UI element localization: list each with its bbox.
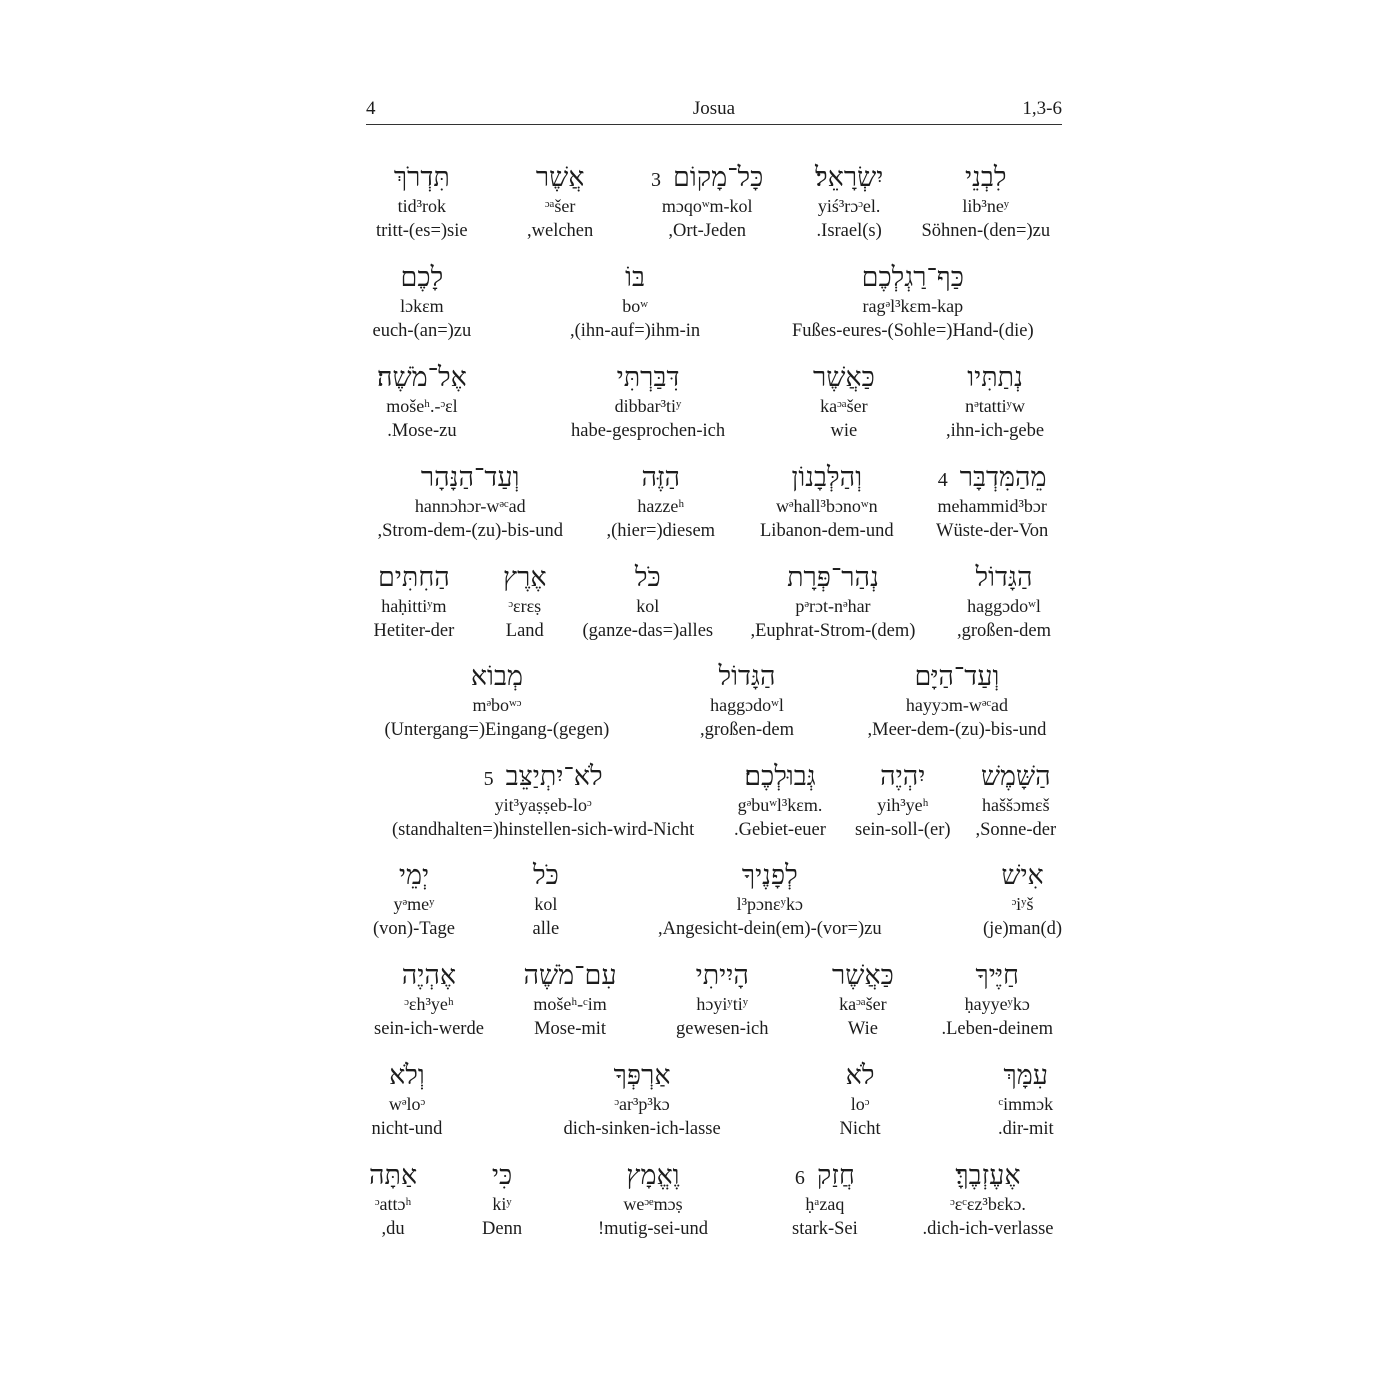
german-gloss: !mutig-sei-und xyxy=(598,1219,708,1239)
word-unit xyxy=(583,560,714,644)
hebrew-word: אֶרֶץ xyxy=(503,562,547,592)
word-unit xyxy=(792,260,1034,344)
hebrew-word: אַתָּה xyxy=(369,1160,418,1190)
transliteration: mošeʰ-ᶜim xyxy=(533,994,607,1014)
word-unit xyxy=(658,858,882,942)
word-unit xyxy=(813,360,875,444)
interlinear-row xyxy=(366,1058,1062,1150)
transliteration: yiś³rɔᵓel. xyxy=(817,196,881,216)
german-gloss: ,(ihn-auf=)ihm-in xyxy=(570,321,701,341)
word-unit xyxy=(377,360,467,444)
hebrew-word: אַרְפְּךָ xyxy=(613,1060,671,1090)
word-unit xyxy=(922,160,1051,244)
transliteration: ḥᵃzaq xyxy=(805,1194,845,1214)
transliteration: hannɔhɔr-wᵊᶜad xyxy=(414,496,526,516)
german-gloss: Land xyxy=(505,621,544,641)
interlinear-row xyxy=(366,759,1062,851)
transliteration: ᵓattɔʰ xyxy=(374,1194,412,1214)
interlinear-row xyxy=(366,1158,1062,1250)
german-gloss: Mose-mit xyxy=(534,1019,607,1039)
transliteration: kaᵓᵃšer xyxy=(820,396,868,416)
transliteration: lib³neʸ xyxy=(962,196,1010,216)
german-gloss: ,großen-dem xyxy=(700,720,795,740)
hebrew-word: לִבְנֵי xyxy=(965,162,1007,192)
transliteration: mošeʰ.-ᵓɛl xyxy=(386,396,458,416)
german-gloss: dich-sinken-ich-lasse xyxy=(563,1119,721,1139)
german-gloss: Nicht xyxy=(839,1119,881,1139)
german-gloss: (je)man(d) xyxy=(983,919,1063,939)
transliteration: mehammid³bɔr xyxy=(937,496,1047,516)
book-title: Josua xyxy=(692,98,736,119)
transliteration: boʷ xyxy=(622,296,648,316)
german-gloss: (Untergang=)Eingang-(gegen) xyxy=(384,720,610,740)
word-unit xyxy=(700,659,794,743)
transliteration: weᵓᵉmɔṣ xyxy=(623,1194,683,1214)
chapter-verse-reference: 1,3-6 xyxy=(1022,98,1062,119)
hebrew-word: כֹּל xyxy=(634,562,661,592)
german-gloss: nicht-und xyxy=(371,1119,443,1139)
hebrew-word: הַשָּׁמֶשׁ xyxy=(980,761,1051,791)
german-gloss: Denn xyxy=(482,1219,523,1239)
german-gloss: ,Ort-Jeden xyxy=(668,221,746,241)
transliteration: mᵊboʷᵓ xyxy=(472,695,522,715)
german-gloss: Söhnen-(den=)zu xyxy=(921,221,1051,241)
german-gloss: ,Euphrat-Strom-(dem) xyxy=(750,621,916,641)
german-gloss: habe-gesprochen-ich xyxy=(571,421,726,441)
hebrew-word: כַּף־רַגְלְכֶם xyxy=(861,262,964,292)
transliteration: ᶜimmɔk xyxy=(998,1094,1054,1114)
word-unit xyxy=(372,1058,443,1142)
german-gloss: sein-soll-(er) xyxy=(855,820,951,840)
interlinear-row xyxy=(366,160,1062,252)
transliteration: haggɔdoʷl xyxy=(710,695,784,715)
hebrew-word: אֲשֶׁר xyxy=(535,162,585,192)
hebrew-word: תִּדְרֹךְ xyxy=(393,162,450,192)
hebrew-word: וְלֹא xyxy=(389,1060,425,1090)
word-unit xyxy=(378,460,563,544)
german-gloss: .dir-mit xyxy=(998,1119,1054,1139)
hebrew-word: מֵהַמִּדְבָּר4 xyxy=(937,462,1047,492)
word-unit xyxy=(936,460,1048,544)
transliteration: ᵓɛᶜɛz³bɛkɔ. xyxy=(950,1194,1026,1214)
transliteration: ᵓiʸš xyxy=(1011,894,1034,914)
transliteration: wᵊhall³bɔnoʷn xyxy=(775,496,878,516)
german-gloss: (ganze-das=)alles xyxy=(582,621,714,641)
word-unit xyxy=(374,560,455,644)
transliteration: tid³rok xyxy=(397,196,446,216)
word-unit xyxy=(792,1158,858,1242)
transliteration: gᵊbuʷl³kɛm. xyxy=(737,795,823,815)
word-unit xyxy=(840,1058,881,1142)
hebrew-word: בּוֹ xyxy=(625,262,646,292)
transliteration: hayyɔm-wᵊᶜad xyxy=(905,695,1009,715)
hebrew-word: כִּי xyxy=(491,1160,513,1190)
german-gloss: ,Sonne-der xyxy=(975,820,1057,840)
german-gloss: wie xyxy=(830,421,858,441)
word-unit xyxy=(607,460,716,544)
verse-number: 6 xyxy=(794,1167,805,1189)
word-unit xyxy=(832,958,894,1042)
verse-number: 3 xyxy=(651,169,661,191)
interlinear-row xyxy=(366,659,1062,751)
hebrew-word: הַגָּדוֹל xyxy=(975,562,1033,592)
hebrew-word: וְהַלְּבָנוֹן xyxy=(791,462,863,492)
word-unit xyxy=(503,560,547,644)
german-gloss: ,welchen xyxy=(527,221,594,241)
transliteration: ḥayyeʸkɔ xyxy=(964,994,1030,1014)
transliteration: yᵊmeʸ xyxy=(393,894,435,914)
german-gloss: .dich-ich-verlasse xyxy=(922,1219,1054,1239)
hebrew-word: לְפָנֶיךָ xyxy=(741,860,798,890)
german-gloss: ,ihn-ich-gebe xyxy=(946,421,1045,441)
german-gloss: .Gebiet-euer xyxy=(734,820,826,840)
german-gloss: Hetiter-der xyxy=(373,621,455,641)
german-gloss: gewesen-ich xyxy=(676,1019,769,1039)
transliteration: hazzeʰ xyxy=(637,496,685,516)
transliteration: yit³yaṣṣeb-loᵓ xyxy=(494,795,592,815)
german-gloss: alle xyxy=(532,919,560,939)
hebrew-word: דִּבַּרְתִּי xyxy=(616,362,680,392)
german-gloss: stark-Sei xyxy=(792,1219,858,1239)
hebrew-word: הַחִתִּים xyxy=(377,562,450,592)
word-unit xyxy=(598,1158,708,1242)
transliteration: haḥittiʸm xyxy=(381,596,447,616)
german-gloss: .Israel(s) xyxy=(816,221,882,241)
word-unit xyxy=(564,1058,721,1142)
hebrew-word: נְהַר־פְּרָת xyxy=(787,562,879,592)
german-gloss: ,du xyxy=(381,1219,405,1239)
german-gloss: ,(hier=)diesem xyxy=(606,521,716,541)
transliteration: nᵊtattiʸw xyxy=(965,396,1026,416)
word-unit xyxy=(385,659,610,743)
hebrew-word: יְמֵי xyxy=(398,860,430,890)
german-gloss: Wie xyxy=(847,1019,878,1039)
transliteration: hɔyiʸtiʸ xyxy=(696,994,749,1014)
transliteration: mɔqoʷm-kol xyxy=(661,196,753,216)
hebrew-word: אֶל־מֹשֶׁה׃ xyxy=(377,362,467,392)
transliteration: dibbar³tiʸ xyxy=(614,396,682,416)
word-unit xyxy=(923,1158,1054,1242)
word-unit xyxy=(369,1158,417,1242)
word-unit xyxy=(751,560,916,644)
german-gloss: ,großen-dem xyxy=(957,621,1052,641)
book-page xyxy=(366,0,1062,1400)
transliteration: lɔkɛm xyxy=(400,296,444,316)
german-gloss: ,Meer-dem-(zu)-bis-und xyxy=(867,720,1047,740)
transliteration: kol xyxy=(636,596,660,616)
hebrew-word: הָיִיתִי xyxy=(695,960,749,990)
word-unit xyxy=(734,759,826,843)
word-unit xyxy=(855,759,951,843)
word-unit xyxy=(976,759,1057,843)
transliteration: kaᵓᵃšer xyxy=(839,994,887,1014)
german-gloss: (standhalten=)hinstellen-sich-wird-Nicht xyxy=(392,820,695,840)
transliteration: ᵓᵃšer xyxy=(544,196,576,216)
hebrew-word: כֹּל xyxy=(532,860,559,890)
hebrew-word: וְעַד־הַנָּהָר xyxy=(420,462,520,492)
word-unit xyxy=(957,560,1051,644)
interlinear-row xyxy=(366,560,1062,652)
transliteration: loᵓ xyxy=(850,1094,870,1114)
german-gloss: ,Strom-dem-(zu)-bis-und xyxy=(377,521,563,541)
word-unit xyxy=(524,958,617,1042)
german-gloss: Libanon-dem-und xyxy=(760,521,894,541)
word-unit xyxy=(998,1058,1054,1142)
page-number: 4 xyxy=(366,98,376,119)
word-unit xyxy=(942,958,1053,1042)
german-gloss: (von)-Tage xyxy=(373,919,455,939)
word-unit xyxy=(868,659,1047,743)
german-gloss: .Mose-zu xyxy=(387,421,457,441)
word-unit xyxy=(946,360,1044,444)
transliteration: ragᵊl³kɛm-kap xyxy=(862,296,964,316)
hebrew-word: נְתַתִּיו xyxy=(967,362,1023,392)
transliteration: haggɔdoʷl xyxy=(967,596,1041,616)
german-gloss: Fußes-eures-(Sohle=)Hand-(die) xyxy=(792,321,1034,341)
interlinear-row xyxy=(366,958,1062,1050)
word-unit xyxy=(392,759,694,843)
verse-number: 5 xyxy=(483,768,494,790)
transliteration: yih³yeʰ xyxy=(877,795,929,815)
word-unit xyxy=(571,360,725,444)
transliteration: kol xyxy=(534,894,558,914)
hebrew-word: לָכֶם xyxy=(400,262,444,292)
german-gloss: euch-(an=)zu xyxy=(372,321,472,341)
word-unit xyxy=(373,858,455,942)
word-unit xyxy=(376,160,468,244)
hebrew-word: אֶעֶזְבֶךָּ׃ xyxy=(955,1160,1021,1190)
transliteration: kiʸ xyxy=(492,1194,512,1214)
hebrew-word: כַּאֲשֶׁר xyxy=(832,960,894,990)
hebrew-word: לֹא xyxy=(845,1060,875,1090)
transliteration: ᵓɛrɛṣ xyxy=(508,596,542,616)
word-unit xyxy=(983,858,1062,942)
transliteration: wᵊloᵓ xyxy=(388,1094,426,1114)
hebrew-word: יִשְׂרָאֵל׃ xyxy=(815,162,884,192)
hebrew-word: וְעַד־הַיָּם xyxy=(914,661,1000,691)
hebrew-word: כַּאֲשֶׁר xyxy=(813,362,875,392)
transliteration: l³pɔnɛʸkɔ xyxy=(736,894,803,914)
word-unit xyxy=(374,958,484,1042)
hebrew-word: חַיֶּיךָ xyxy=(975,960,1019,990)
verse-number: 4 xyxy=(937,469,948,491)
hebrew-word: עִם־מֹשֶׁה xyxy=(523,960,617,990)
german-gloss: tritt-(es=)sie xyxy=(376,221,468,241)
transliteration: ᵓɛh³yeʰ xyxy=(404,994,454,1014)
hebrew-word: עִמָּךְ xyxy=(1003,1060,1049,1090)
german-gloss: Wüste-der-Von xyxy=(936,521,1049,541)
hebrew-word: אִישׁ xyxy=(1001,860,1044,890)
hebrew-word: חֲזַק6 xyxy=(794,1160,855,1190)
word-unit xyxy=(651,160,763,244)
hebrew-word: הַגָּדוֹל xyxy=(718,661,776,691)
transliteration: pᵊrɔt-nᵊhar xyxy=(795,596,871,616)
hebrew-word: מְבוֹא xyxy=(470,661,523,691)
word-unit xyxy=(527,160,593,244)
hebrew-word: הַזֶּה xyxy=(641,462,681,492)
interlinear-row xyxy=(366,460,1062,552)
hebrew-word: אֶהְיֶה xyxy=(401,960,457,990)
word-unit xyxy=(533,858,560,942)
hebrew-word: לֹא־יִתְיַצֵּב5 xyxy=(483,761,603,791)
german-gloss: .Leben-deinem xyxy=(941,1019,1053,1039)
interlinear-row xyxy=(366,260,1062,352)
interlinear-row xyxy=(366,858,1062,950)
word-unit xyxy=(760,460,894,544)
word-unit xyxy=(676,958,768,1042)
hebrew-word: גְּבוּלְכֶם׃ xyxy=(744,761,816,791)
hebrew-word: יִהְיֶה xyxy=(880,761,926,791)
running-header xyxy=(366,96,1062,125)
transliteration: ᵓar³p³kɔ xyxy=(614,1094,670,1114)
german-gloss: sein-ich-werde xyxy=(374,1019,484,1039)
hebrew-word: כָּל־מָקוֹם3 xyxy=(651,162,764,192)
hebrew-word: וֶאֱמָץ xyxy=(626,1160,680,1190)
word-unit xyxy=(482,1158,522,1242)
word-unit xyxy=(815,160,883,244)
word-unit xyxy=(570,260,700,344)
interlinear-row xyxy=(366,360,1062,452)
transliteration: haššɔmɛš xyxy=(982,795,1050,815)
word-unit xyxy=(373,260,472,344)
german-gloss: ,Angesicht-dein(em)-(vor=)zu xyxy=(658,919,882,939)
